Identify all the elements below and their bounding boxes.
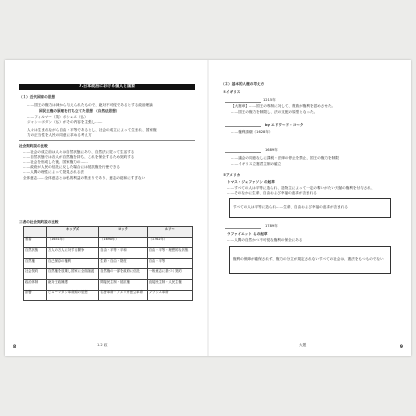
quote-text: 権利の保障が確保されず、権力の分立が規定されないすべての社会は、憲法をもつものでない — [233, 257, 384, 261]
body-line: ……自然状態では各人が自然権を持ち、これを保全するため契約する — [23, 155, 135, 159]
body-line: 1215年 — [263, 98, 276, 102]
answer-blank — [225, 102, 261, 103]
body-line: by エドワード・コーク — [265, 123, 304, 127]
table-row — [24, 248, 193, 259]
table-cell: 間接民主制・抵抗権 — [99, 279, 148, 290]
table-cell: 自然権 — [24, 258, 47, 269]
body-line: ……人間の理性によって発見される法 — [23, 170, 85, 174]
table-cell: フランス革命 — [147, 290, 192, 301]
table-heading: 三者の社会契約説の比較 — [19, 220, 59, 224]
body-line: ジャン＝ボダン（仏）がその内容を主張し…… — [27, 120, 103, 124]
body-line: 全体意志……全体意志とは私的利益の集まりであり、意志の総和にすぎない — [23, 176, 146, 180]
table-cell: 自由・平等・平和 — [99, 248, 148, 259]
table-header-cell — [24, 227, 47, 238]
table-header-cell: ホッブズ — [47, 227, 99, 238]
table-cell: 一般意志に基づく契約 — [147, 269, 192, 280]
quote-text: すべての人は平等に造られ……生命、自由および幸福の追求が含まれる — [233, 205, 348, 209]
table-cell: 生命・自由・財産 — [99, 258, 148, 269]
body-line: ラファイエット らの起草 — [227, 232, 268, 236]
body-line: 国民主権の原理を打ち立てた思想 （自然法思想） — [39, 109, 120, 113]
body-line: ……社会の成立前は人々は自然状態にあり、自然法に従って生活する — [23, 150, 135, 154]
table-cell: （1762年） — [147, 237, 192, 248]
table-cell: 影響 — [24, 290, 47, 301]
table-cell: 自然権を放棄し国家に全面譲渡 — [47, 269, 99, 280]
table-row — [24, 290, 193, 301]
table-cell: 自由・平等 — [147, 258, 192, 269]
page-number: 8 — [13, 345, 17, 350]
table-header-cell: ロック — [99, 227, 148, 238]
table-row — [24, 258, 193, 269]
body-line: 1789年 — [265, 224, 278, 228]
table-row — [24, 269, 193, 280]
table-cell: 自然状態 — [24, 248, 47, 259]
quote-box — [229, 198, 391, 218]
table-cell: 自然権の一部を政府に信託 — [99, 269, 148, 280]
table-header-row — [24, 227, 193, 238]
body-line: 人々は生まれながら自由・平等であるとし、社会の成立によって生まれ、国家権 — [27, 128, 157, 132]
chapter-title-bar — [19, 84, 195, 90]
body-line: ……国王の権力は神から与えられたもので、絶対不可侵であるとする政治理論 — [27, 103, 153, 107]
answer-blank — [225, 228, 261, 229]
section-heading: （１）近代国家の思想 — [19, 95, 55, 99]
body-line: ……フィルマー（英）ボシュエ（仏） — [27, 115, 88, 119]
body-line: 力の正当性を人民の同意に求める考え方 — [27, 133, 92, 137]
subsection-heading: ①イギリス — [223, 90, 241, 94]
left-page — [5, 60, 207, 356]
page-number: 9 — [399, 345, 403, 350]
table-cell: （1651年） — [47, 237, 99, 248]
running-footer: 大題 — [299, 343, 307, 347]
body-line: ……政府が人民の信託に反した場合には抵抗権を行使できる — [23, 165, 121, 169]
table-cell: ピューリタン革命期の思想 — [47, 290, 99, 301]
body-line: ……議会の同意なしに課税・法律の停止を禁止、国王の権力を制限 — [231, 156, 339, 160]
body-line: ……人間の自然かつ不可侵な権利の保全にある — [227, 238, 303, 242]
running-footer: 1.2 政 — [97, 343, 108, 347]
body-line: 1689年 — [265, 148, 278, 152]
body-line: ……国王の権力を制限し、法の支配の原型となった。 — [231, 110, 318, 114]
table-cell: 著書 — [24, 237, 47, 248]
body-line: トマス・ジェファソン の起草 — [227, 180, 275, 184]
table-cell: （1690年） — [99, 237, 148, 248]
body-line: ……イギリス立憲君主制の確立 — [231, 162, 282, 166]
table-cell: 自己保存の権利 — [47, 258, 99, 269]
table-row — [24, 279, 193, 290]
divider — [19, 140, 195, 141]
quote-box — [229, 246, 391, 274]
subsection-heading: 社会契約説の比較 — [19, 144, 48, 148]
subsection-heading: ②アメリカ — [223, 173, 241, 177]
table-header-cell: ルソー — [147, 227, 192, 238]
chapter-title: 7.日本政治における個人と国家 — [78, 83, 136, 88]
answer-blank — [225, 152, 261, 153]
table-cell: 社会契約 — [24, 269, 47, 280]
comparison-table — [23, 226, 193, 301]
section-heading: （２）基本的人権の考え方 — [221, 82, 265, 86]
book-spread — [5, 60, 411, 356]
body-line: ……社会を形成した後、国家権力の…… — [23, 160, 88, 164]
table-cell: 自由・平等・理想的な状態 — [147, 248, 192, 259]
table-cell: 名誉革命・アメリカ独立革命 — [99, 290, 148, 301]
table-cell: 政治体制 — [24, 279, 47, 290]
answer-blank — [225, 126, 261, 127]
table-row — [24, 237, 193, 248]
body-line: ……権利請願（1628年） — [231, 130, 273, 134]
body-line: ……そのなかに生命、自由および幸福の追求が含まれる — [227, 191, 317, 195]
right-page — [209, 60, 411, 356]
body-line: ……すべての人は平等に造られ、造物主によって一定の奪いがたい天賦の権利を付与され、 — [227, 186, 375, 190]
body-line: 【大憲章】……国王の専制に対して、貴族が権利を認めさせた。 — [231, 104, 336, 108]
table-cell: 万人の万人に対する闘争 — [47, 248, 99, 259]
table-cell: 絶対王政擁護 — [47, 279, 99, 290]
table-cell: 直接民主制・人民主権 — [147, 279, 192, 290]
